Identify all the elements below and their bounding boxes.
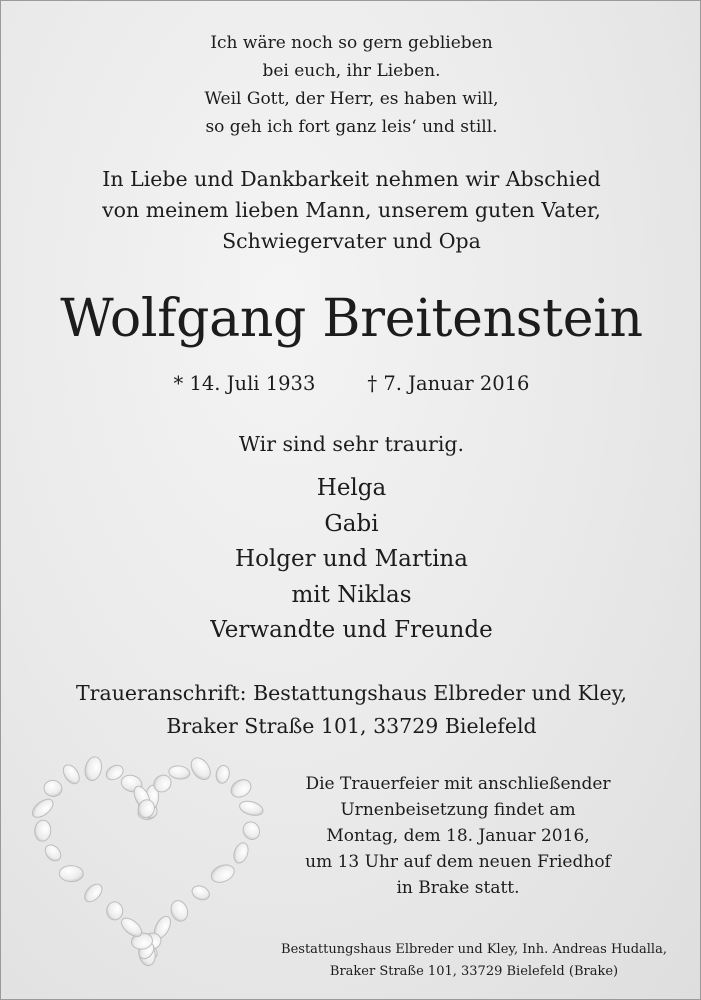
shell-icon xyxy=(209,862,237,886)
service-line: in Brake statt. xyxy=(396,878,520,898)
shell-icon xyxy=(168,765,191,781)
life-dates xyxy=(1,369,701,399)
mourner: Helga xyxy=(316,475,387,501)
funeral-service-info xyxy=(288,771,628,901)
shell-icon xyxy=(29,796,56,821)
intro-line: von meinem lieben Mann, unserem guten Vater, xyxy=(102,198,601,222)
shell-icon xyxy=(187,754,214,783)
birth-date: * 14. Juli 1933 xyxy=(173,372,316,395)
shell-icon xyxy=(190,883,212,902)
footer-line: Braker Straße 101, 33729 Bielefeld (Brake) xyxy=(329,964,619,979)
farewell-intro xyxy=(1,164,701,257)
shell-icon xyxy=(168,898,190,923)
intro-line: Schwiegervater und Opa xyxy=(222,229,481,253)
shell-icon xyxy=(60,762,83,787)
shell-icon xyxy=(214,764,230,784)
address-line: Traueranschrift: Bestattungshaus Elbreder und Kley, xyxy=(76,681,627,705)
shell-icon xyxy=(231,841,250,865)
poem-line: so geh ich fort ganz leis‘ und still. xyxy=(205,117,498,137)
shell-icon xyxy=(83,755,104,782)
funeral-home-footer xyxy=(249,939,699,983)
service-line: Die Trauerfeier mit anschließender xyxy=(305,774,611,794)
mourner: Verwandte und Freunde xyxy=(210,617,493,643)
mourner: mit Niklas xyxy=(291,581,412,608)
shell-icon xyxy=(34,820,52,842)
mourner: Holger und Martina xyxy=(235,546,468,572)
mourning-address xyxy=(1,677,701,743)
shell-icon xyxy=(240,819,262,842)
mourner: Gabi xyxy=(324,510,379,537)
service-line: Montag, dem 18. Januar 2016, xyxy=(326,826,590,846)
shell-icon xyxy=(43,779,63,798)
shell-icon xyxy=(228,776,254,801)
shell-icon xyxy=(238,799,265,818)
poem-line: bei euch, ihr Lieben. xyxy=(262,61,441,81)
death-date: † 7. Januar 2016 xyxy=(367,372,530,395)
mourners-list xyxy=(1,471,701,649)
poem-line: Weil Gott, der Herr, es haben will, xyxy=(204,89,499,109)
poem-line: Ich wäre noch so gern geblieben xyxy=(210,33,493,53)
intro-line: In Liebe und Dankbarkeit nehmen wir Abschied xyxy=(102,167,601,191)
shell-icon xyxy=(59,865,83,881)
shell-icon xyxy=(106,901,123,920)
poem xyxy=(1,29,701,141)
footer-line: Bestattungshaus Elbreder und Kley, Inh. Andreas Hudalla, xyxy=(281,942,667,957)
address-line: Braker Straße 101, 33729 Bielefeld xyxy=(166,714,537,738)
mourning-line: Wir sind sehr traurig. xyxy=(238,432,465,456)
service-line: Urnenbeisetzung findet am xyxy=(340,800,576,820)
deceased-name: Wolfgang Breitenstein xyxy=(60,289,643,349)
shell-icon xyxy=(81,881,105,905)
service-line: um 13 Uhr auf dem neuen Friedhof xyxy=(305,852,611,872)
shell-icon xyxy=(42,842,64,864)
